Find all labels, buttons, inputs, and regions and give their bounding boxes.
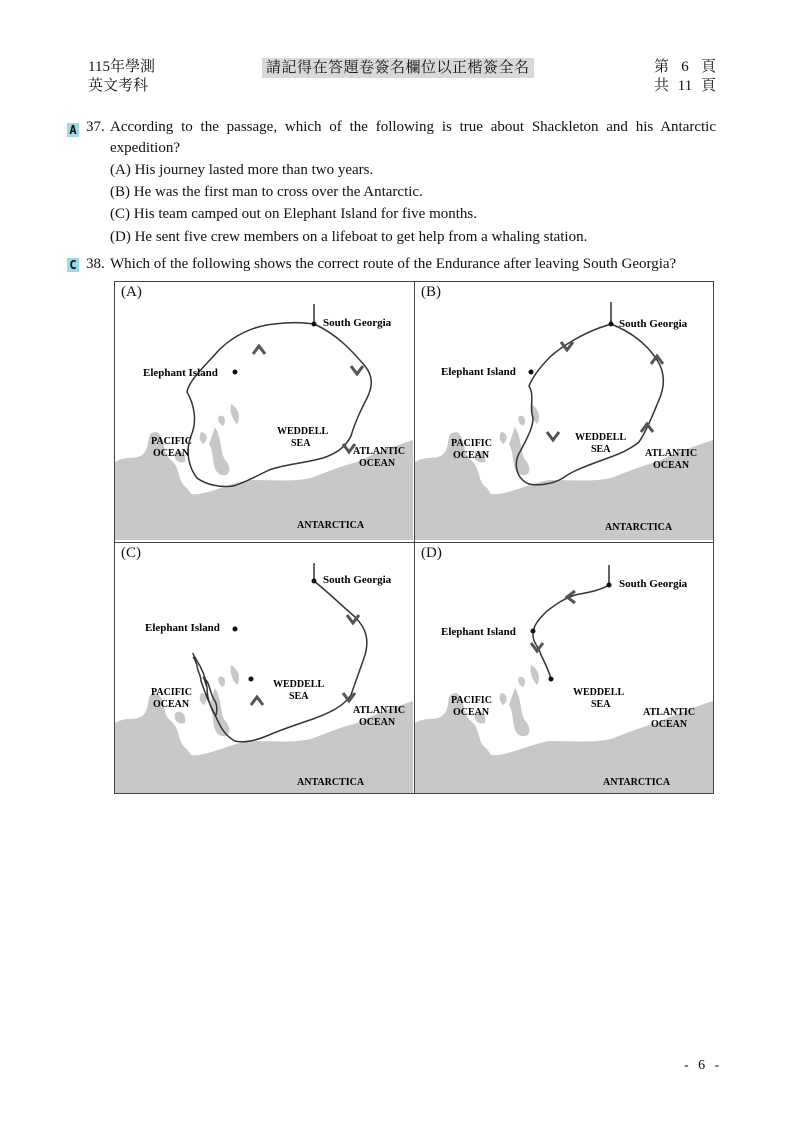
map-a-arrow-1-icon xyxy=(351,366,363,374)
answer-badge-38: C xyxy=(67,258,79,272)
map-c-label-pacific: PACIFIC xyxy=(151,687,192,698)
map-d-south-georgia-dot xyxy=(607,583,612,588)
map-c-label-south-georgia: South Georgia xyxy=(323,574,392,586)
map-panel-a xyxy=(115,282,414,542)
option-37-b: (B) He was the first man to cross over the Antarctic. xyxy=(110,184,423,200)
map-a-label-weddell-sea: SEA xyxy=(291,438,311,449)
map-a-arrow-3-icon xyxy=(253,346,265,354)
exam-subject: 英文考科 xyxy=(88,78,149,94)
map-d-label-pacific-ocean: OCEAN xyxy=(453,707,490,718)
answer-badge-37: A xyxy=(67,123,79,137)
map-a-label-weddell: WEDDELL xyxy=(277,426,329,437)
map-c-label-atlantic: ATLANTIC xyxy=(353,705,406,716)
map-b-label-elephant-island: Elephant Island xyxy=(441,366,516,378)
exam-year-title: 115年學測 xyxy=(88,59,155,75)
map-a-svg xyxy=(115,282,414,542)
page-total: 11 xyxy=(677,78,693,94)
map-a-label-atlantic-ocean: OCEAN xyxy=(359,458,396,469)
map-b-label-weddell: WEDDELL xyxy=(575,432,627,443)
map-d-label-south-georgia: South Georgia xyxy=(619,578,688,590)
question-37-stem-cont: expedition? xyxy=(110,140,180,156)
map-b-label-pacific: PACIFIC xyxy=(451,438,492,449)
map-d-elephant-island-dot xyxy=(531,629,536,634)
map-a-label-pacific: PACIFIC xyxy=(151,436,192,447)
panel-a-label: (A) xyxy=(121,284,142,300)
page-total-label: 共 xyxy=(654,78,670,94)
map-panel-c xyxy=(115,543,414,803)
map-b-elephant-island-dot xyxy=(529,370,534,375)
page-counter xyxy=(654,58,716,96)
map-a-label-south-georgia: South Georgia xyxy=(323,317,392,329)
exam-header-left xyxy=(88,58,155,96)
map-c-label-atlantic-ocean: OCEAN xyxy=(359,717,396,728)
map-c-elephant-island-dot xyxy=(233,627,238,632)
map-c-label-antarctica: ANTARCTICA xyxy=(297,777,365,788)
page-footer-number: - 6 - xyxy=(684,1058,723,1073)
map-d-route-end-dot xyxy=(549,677,554,682)
map-d-label-pacific: PACIFIC xyxy=(451,695,492,706)
map-a-label-elephant-island: Elephant Island xyxy=(143,367,218,379)
panel-c-label: (C) xyxy=(121,545,141,561)
map-a-label-antarctica: ANTARCTICA xyxy=(297,520,365,531)
question-number-38: 38. xyxy=(86,256,105,272)
map-c-landmass xyxy=(115,665,413,793)
map-d-route xyxy=(533,565,609,679)
map-panel-b xyxy=(415,282,714,542)
map-b-label-atlantic: ATLANTIC xyxy=(645,448,698,459)
question-37-stem: According to the passage, which of the following is true about Shackleton and his Antarctic xyxy=(110,119,716,135)
page-current: 6 xyxy=(681,59,689,75)
map-c-label-elephant-island: Elephant Island xyxy=(145,622,220,634)
panel-d-label: (D) xyxy=(421,545,442,561)
map-b-label-atlantic-ocean: OCEAN xyxy=(653,460,690,471)
route-options-grid xyxy=(114,281,714,794)
map-d-label-antarctica: ANTARCTICA xyxy=(603,777,671,788)
option-37-a: (A) His journey lasted more than two years. xyxy=(110,162,374,178)
map-a-elephant-island-dot xyxy=(233,370,238,375)
map-d-label-weddell: WEDDELL xyxy=(573,687,625,698)
map-b-landmass xyxy=(415,404,713,540)
map-b-label-pacific-ocean: OCEAN xyxy=(453,450,490,461)
page-total-unit: 頁 xyxy=(700,78,716,94)
page-counter-label: 第 xyxy=(654,59,670,75)
question-38-stem: Which of the following shows the correct route of the Endurance after leaving South Georgia? xyxy=(110,256,677,272)
panel-b-label: (B) xyxy=(421,284,441,300)
map-panel-d xyxy=(415,543,714,803)
map-c-arrow-3-icon xyxy=(251,697,263,705)
page-counter-unit: 頁 xyxy=(700,59,716,75)
signature-reminder-banner: 請記得在答題卷簽名欄位以正楷簽全名 xyxy=(262,58,534,78)
question-number-37: 37. xyxy=(86,119,105,135)
map-a-label-atlantic: ATLANTIC xyxy=(353,446,406,457)
map-c-label-weddell: WEDDELL xyxy=(273,679,325,690)
map-b-label-antarctica: ANTARCTICA xyxy=(605,522,673,533)
map-d-label-elephant-island: Elephant Island xyxy=(441,626,516,638)
option-37-d: (D) He sent five crew members on a lifeboat to get help from a whaling station. xyxy=(110,229,588,245)
map-b-arrow-2-icon xyxy=(547,432,559,440)
map-c-svg xyxy=(115,543,414,793)
map-a-south-georgia-dot xyxy=(312,322,317,327)
map-d-label-atlantic-ocean: OCEAN xyxy=(651,719,688,730)
map-c-label-weddell-sea: SEA xyxy=(289,691,309,702)
map-a-label-pacific-ocean: OCEAN xyxy=(153,448,190,459)
map-b-south-georgia-dot xyxy=(609,322,614,327)
map-b-label-south-georgia: South Georgia xyxy=(619,318,688,330)
map-d-label-weddell-sea: SEA xyxy=(591,699,611,710)
map-b-svg xyxy=(415,282,714,542)
map-d-svg xyxy=(415,543,714,793)
map-c-route-end-dot xyxy=(249,677,254,682)
map-c-label-pacific-ocean: OCEAN xyxy=(153,699,190,710)
map-d-label-atlantic: ATLANTIC xyxy=(643,707,696,718)
map-b-label-weddell-sea: SEA xyxy=(591,444,611,455)
map-c-south-georgia-dot xyxy=(312,579,317,584)
option-37-c: (C) His team camped out on Elephant Island for five months. xyxy=(110,206,477,222)
